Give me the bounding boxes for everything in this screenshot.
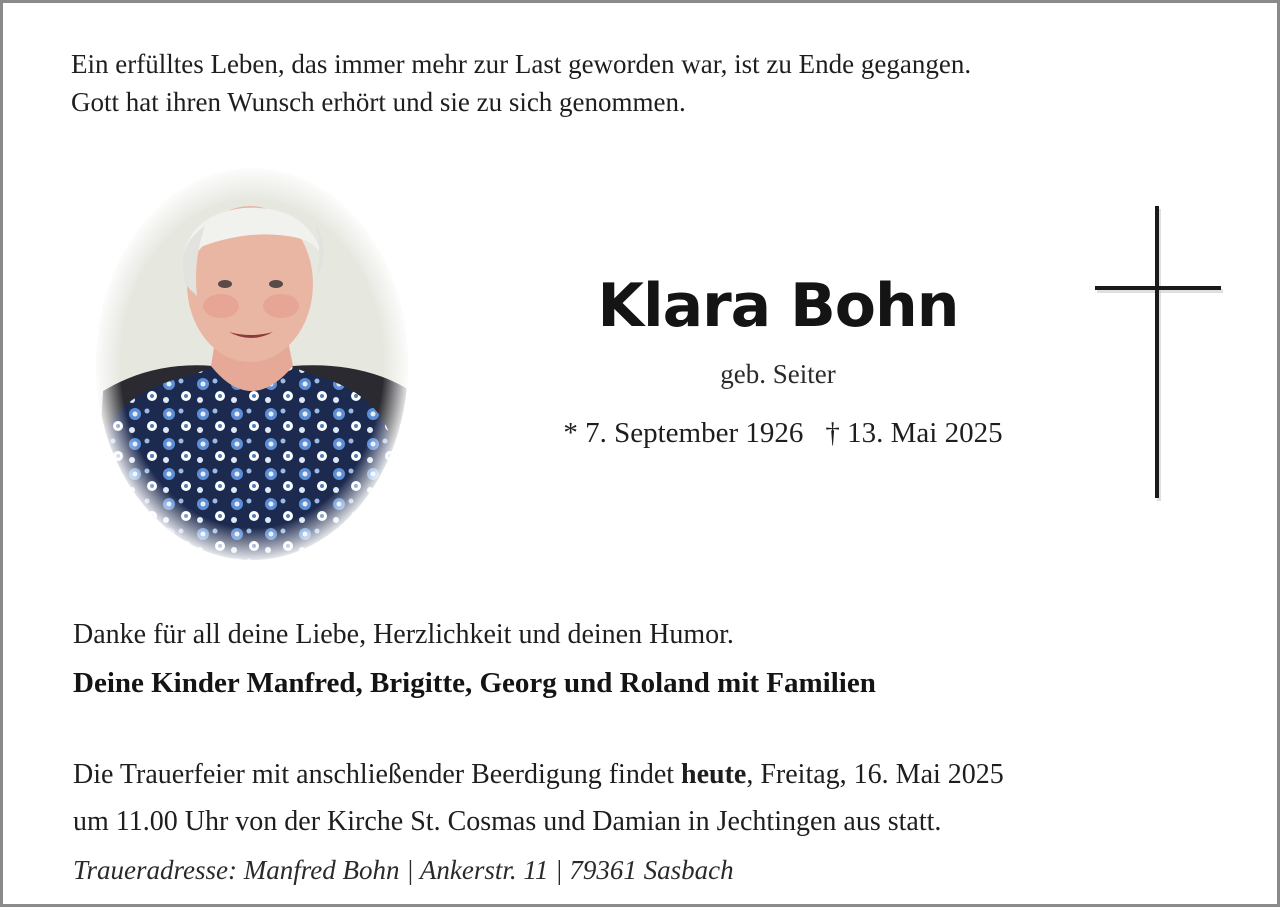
death-date: † 13. Mai 2025 xyxy=(825,417,1003,449)
life-dates xyxy=(533,417,1033,450)
thanks-line: Danke für all deine Liebe, Herzlichkeit und deinen Humor. xyxy=(73,619,734,650)
service-line-1 xyxy=(73,751,1004,798)
service-today: heute xyxy=(681,759,747,790)
deceased-name: Klara Bohn xyxy=(597,271,959,341)
birth-date: * 7. September 1926 xyxy=(563,417,804,449)
funeral-service-notice xyxy=(73,751,1004,845)
family-signature: Deine Kinder Manfred, Brigitte, Georg und Roland mit Familien xyxy=(73,667,876,699)
service-date: , Freitag, 16. Mai 2025 xyxy=(746,759,1004,790)
mourning-address: Traueradresse: Manfred Bohn | Ankerstr. 11 | 79361 Sasbach xyxy=(73,855,734,885)
intro-line-2: Gott hat ihren Wunsch erhört und sie zu sich genommen. xyxy=(71,87,686,117)
intro-line-1: Ein erfülltes Leben, das immer mehr zur Last geworden war, ist zu Ende gegangen. xyxy=(71,49,972,79)
portrait-photo xyxy=(93,166,411,562)
intro-verse xyxy=(71,45,971,121)
service-line-2: um 11.00 Uhr von der Kirche St. Cosmas und Damian in Jechtingen aus statt. xyxy=(73,806,942,837)
latin-cross-icon xyxy=(1091,203,1227,507)
maiden-name: geb. Seiter xyxy=(720,359,836,389)
service-text: Die Trauerfeier mit anschließender Beerdigung findet xyxy=(73,759,682,790)
